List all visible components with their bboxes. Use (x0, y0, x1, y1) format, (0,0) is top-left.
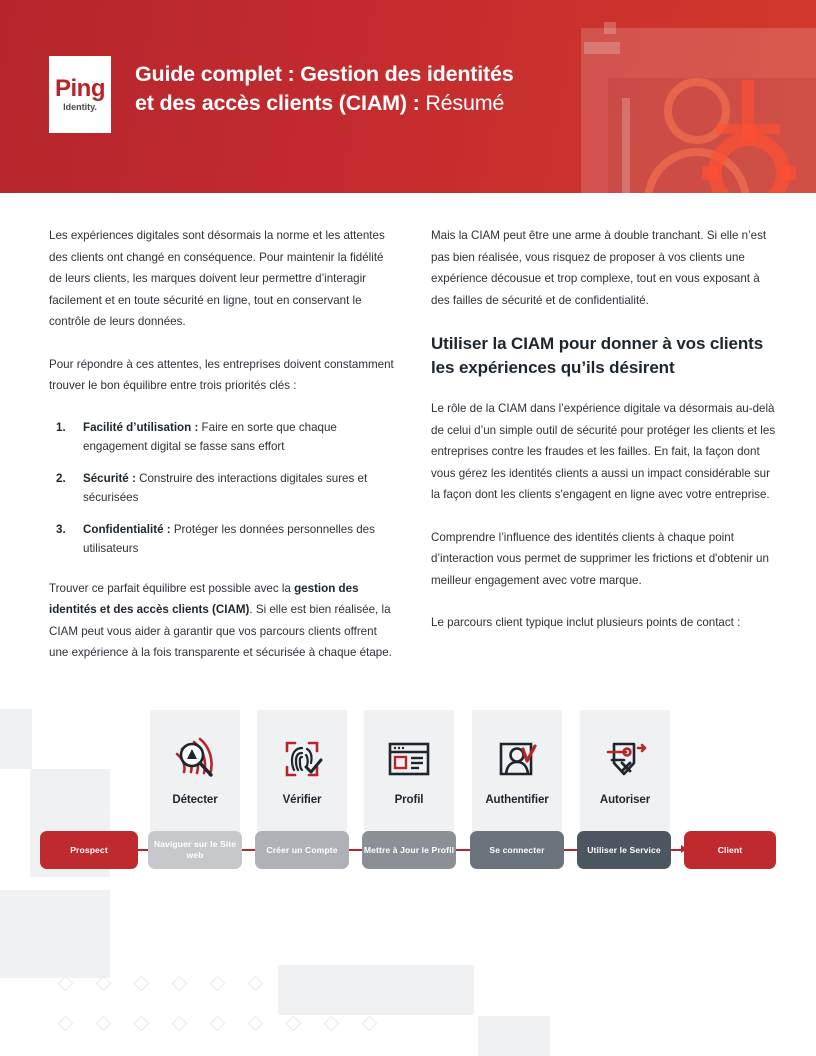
decorative-rect (278, 965, 474, 1015)
person-icon (664, 78, 730, 144)
flow-step-label: Client (717, 844, 743, 855)
fingerprint-scan-check-icon (277, 732, 327, 786)
journey-card-profil[interactable] (364, 710, 454, 833)
decorative-rect (478, 1016, 550, 1056)
left-paragraph-1: Les expériences digitales sont désormais la norme et les attentes des clients ont changé en conséquence. Pour maintenir la fidélité de leurs clients, les marques doivent leur permettre d’interagir facilement et en toute sécurité en ligne, tout en conservant le contrôle de leurs données. (49, 229, 385, 328)
journey-card-authentifier[interactable] (472, 710, 562, 833)
page-title-light: Résumé (419, 91, 505, 115)
page-title-bold: Guide complet : Gestion des identités et des accès clients (CIAM) : (135, 62, 514, 115)
flow-step-prospect[interactable] (40, 831, 138, 869)
priority-desc: Construire des interactions digitales sures et sécurisées (83, 471, 368, 504)
right-paragraph-3: Comprendre l’influence des identités clients à chaque point d’interaction vous permet de supprimer les frictions et d'obtenir un meilleur engagement avec votre marque. (431, 530, 769, 587)
list-item (83, 520, 394, 558)
decorative-rect (30, 890, 110, 978)
priority-desc: Protéger les données personnelles des utilisateurs (83, 522, 375, 555)
logo-subtext: Identity. (63, 102, 97, 112)
journey-card-detecter[interactable] (150, 710, 240, 833)
header-decorative-artwork (556, 0, 816, 193)
journey-card-autoriser[interactable] (580, 710, 670, 833)
flow-step-label: Naviguer sur le Site web (153, 839, 237, 860)
decorative-rect (0, 890, 32, 978)
left-p3-bold: gestion des identités et des accès clients (CIAM) (49, 581, 359, 616)
logo-wordmark: Ping (55, 75, 105, 102)
ping-identity-logo (49, 56, 111, 133)
profile-window-icon (384, 732, 434, 786)
left-paragraph-2: Pour répondre à ces attentes, les entreprises doivent constamment trouver le bon équilibre entre trois priorités clés : (49, 357, 394, 392)
left-p3-c: . Si elle est bien réalisée, la CIAM peut vous aider à garantir que vos parcours clients offrent une expérience à la fois transparente et sécurisée à chaque étape. (49, 603, 392, 659)
list-item (83, 469, 394, 507)
flow-step-label: Utiliser le Service (587, 844, 661, 855)
radar-magnifier-alert-icon (170, 732, 220, 786)
journey-card-label: Authentifier (485, 794, 549, 806)
journey-card-label: Détecter (172, 794, 218, 806)
left-p3-a: Trouver ce parfait équilibre est possible avec la (49, 581, 295, 595)
journey-card-label: Profil (394, 794, 424, 806)
decorative-rect (0, 709, 32, 769)
flow-step-client[interactable] (684, 831, 776, 869)
flow-step-label: Se connecter (489, 844, 545, 855)
bottom-decoration (0, 890, 816, 1056)
flow-step-label: Mettre à Jour le Profil (363, 844, 455, 855)
priority-term: Sécurité : (83, 471, 136, 485)
flow-step-se-connecter[interactable] (470, 831, 564, 869)
journey-card-label: Vérifier (282, 794, 322, 806)
flow-step-label: Créer un Compte (266, 844, 338, 855)
section-heading: Utiliser la CIAM pour donner à vos clients les expériences qu’ils désirent (431, 334, 764, 377)
list-item (83, 418, 394, 456)
priority-term: Confidentialité : (83, 522, 171, 536)
flow-step-utiliser-service[interactable] (577, 831, 671, 869)
flow-step-label: Prospect (70, 844, 108, 855)
left-column (49, 225, 394, 685)
priorities-list (49, 418, 394, 558)
right-paragraph-4: Le parcours client typique inclut plusieurs points de contact : (431, 616, 741, 629)
shield-key-deny-icon (600, 732, 650, 786)
right-paragraph-2: Le rôle de la CIAM dans l’expérience digitale va désormais au-delà de celui d’un simple outil de sécurité pour protéger les clients et les entreprises contre les fraudes et les failles. En fait, la façon dont vous gérez les identités clients a aussi un impact considérable sur la façon dont les clients s'engagent en ligne avec votre entreprise. (431, 402, 776, 501)
right-column (431, 225, 776, 655)
person-badge-check-icon (492, 732, 542, 786)
journey-card-verifier[interactable] (257, 710, 347, 833)
flow-step-creer-compte[interactable] (255, 831, 349, 869)
priority-term: Facilité d’utilisation : (83, 420, 199, 434)
journey-card-label: Autoriser (599, 794, 651, 806)
right-paragraph-1: Mais la CIAM peut être une arme à double tranchant. Si elle n’est pas bien réalisée, vous risquez de proposer à vos clients une expérience décousue et trop complexe, tout en vous exposant à des failles de sécurité et de confidentialité. (431, 229, 767, 307)
flow-step-naviguer[interactable] (148, 831, 242, 869)
flow-step-mettre-a-jour[interactable] (362, 831, 456, 869)
page-title (135, 60, 535, 118)
page-header (0, 0, 816, 193)
left-paragraph-3 (49, 578, 394, 664)
priority-desc: Faire en sorte que chaque engagement digital se fasse sans effort (83, 420, 337, 453)
